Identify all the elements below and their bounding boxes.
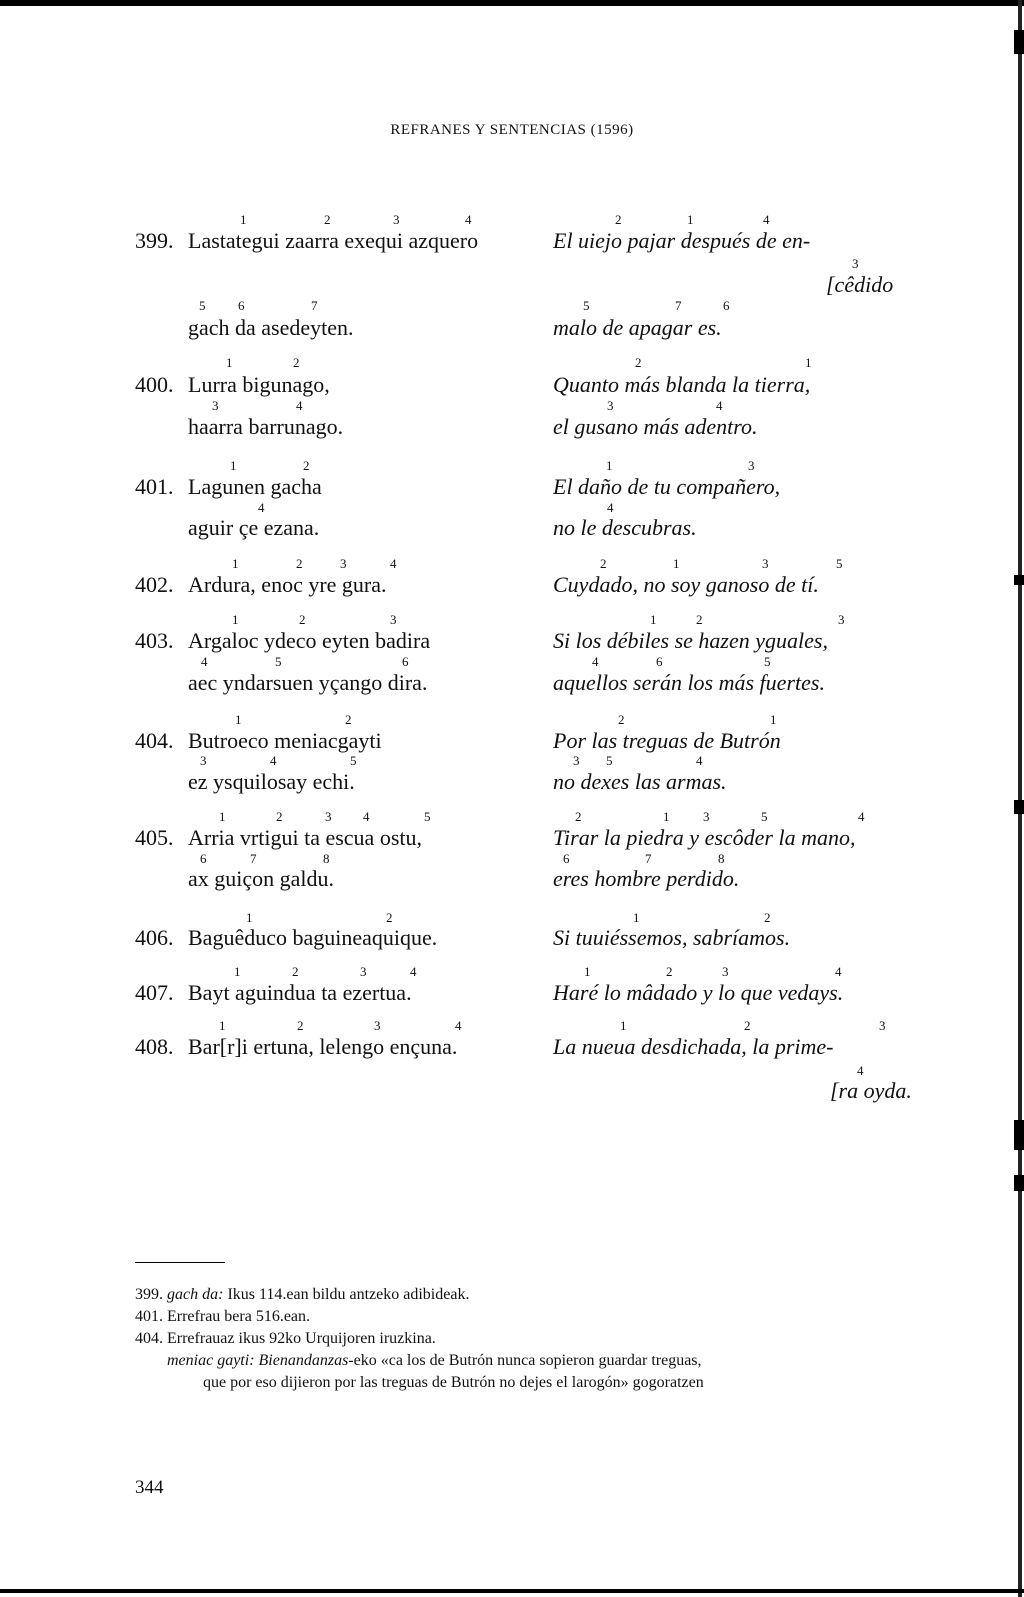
footnote-ref: 399. bbox=[135, 1286, 163, 1303]
spanish-line: Tirar la piedra y escôder la mano, bbox=[553, 825, 856, 850]
footnote-404 bbox=[135, 1330, 436, 1348]
entry-number: 407. bbox=[135, 980, 174, 1005]
entry-number: 402. bbox=[135, 572, 174, 597]
footnote-text: Ikus 114.ean bildu antzeko adibideak. bbox=[227, 1286, 470, 1303]
basque-line: Lastategui zaarra exequi azquero bbox=[188, 228, 479, 253]
edge-mark bbox=[1014, 1175, 1024, 1191]
spanish-line: Cuydado, no soy ganoso de tí. bbox=[553, 572, 819, 597]
basque-line: Lagunen gacha bbox=[188, 474, 322, 499]
footnote-text: -eko «ca los de Butrón nunca sopieron guardar treguas, bbox=[348, 1352, 702, 1369]
footnote-text: Errefrau bera 516.ean. bbox=[167, 1308, 311, 1325]
spanish-line: [cêdido bbox=[826, 272, 894, 297]
entry-number: 408. bbox=[135, 1034, 174, 1059]
basque-line: aec yndarsuen yçango dira. bbox=[188, 670, 428, 695]
entry-number: 406. bbox=[135, 925, 174, 950]
spanish-line: El uiejo pajar después de en- bbox=[553, 228, 811, 253]
basque-line: Argaloc ydeco eyten badira bbox=[188, 628, 431, 653]
entry-number: 404. bbox=[135, 728, 174, 753]
basque-line: Bayt aguindua ta ezertua. bbox=[188, 980, 412, 1005]
basque-line: aguir çe ezana. bbox=[188, 515, 320, 540]
entry-number: 399. bbox=[135, 228, 174, 253]
edge-mark bbox=[1014, 1120, 1024, 1150]
right-edge bbox=[1018, 0, 1022, 1597]
basque-line: ez ysquilosay echi. bbox=[188, 769, 355, 794]
basque-line: haarra barrunago. bbox=[188, 414, 344, 439]
basque-line: gach da asedeyten. bbox=[188, 315, 354, 340]
entry-number: 400. bbox=[135, 372, 174, 397]
footnote-401 bbox=[135, 1308, 310, 1326]
edge-mark bbox=[1014, 575, 1024, 585]
footnote-404-continued bbox=[167, 1352, 702, 1370]
footnote-ref: 404. bbox=[135, 1330, 163, 1347]
spanish-line: no le descubras. bbox=[553, 515, 697, 540]
footnote-text: Errefrauaz ikus 92ko Urquijoren iruzkina. bbox=[167, 1330, 436, 1347]
running-head: REFRANES Y SENTENCIAS (1596) bbox=[390, 122, 634, 138]
basque-line: Lurra bigunago, bbox=[188, 372, 330, 397]
spanish-line: malo de apagar es. bbox=[553, 315, 722, 340]
spanish-line: Quanto más blanda la tierra, bbox=[553, 372, 811, 397]
spanish-line: La nueua desdichada, la prime- bbox=[553, 1034, 834, 1059]
basque-line: Bar[r]i ertuna, lelengo ençuna. bbox=[188, 1034, 458, 1059]
spanish-line: aquellos serán los más fuertes. bbox=[553, 670, 825, 695]
footnote-term: meniac gayti: Bienandanzas bbox=[167, 1352, 349, 1369]
spanish-line: el gusano más adentro. bbox=[553, 414, 758, 439]
entry-number: 401. bbox=[135, 474, 174, 499]
footnote-ref: 401. bbox=[135, 1308, 163, 1325]
footnote-404-continued bbox=[203, 1374, 704, 1392]
footnote-399 bbox=[135, 1286, 469, 1304]
entry-number: 405. bbox=[135, 825, 174, 850]
bottom-border bbox=[0, 1589, 1024, 1593]
footnote-term: gach da: bbox=[167, 1286, 224, 1303]
edge-mark bbox=[1014, 800, 1024, 814]
footnote-rule bbox=[135, 1262, 225, 1263]
spanish-line: Si tuuiéssemos, sabríamos. bbox=[553, 925, 791, 950]
basque-line: Arria vrtigui ta escua ostu, bbox=[188, 825, 422, 850]
basque-line: Ardura, enoc yre gura. bbox=[188, 572, 387, 597]
spanish-line: [ra oyda. bbox=[830, 1078, 912, 1103]
spanish-line: Por las treguas de Butrón bbox=[553, 728, 781, 753]
basque-line: Butroeco meniacgayti bbox=[188, 728, 382, 753]
spanish-line: eres hombre perdido. bbox=[553, 866, 740, 891]
basque-line: Baguêduco baguineaquique. bbox=[188, 925, 438, 950]
spanish-line: Haré lo mâdado y lo que vedays. bbox=[553, 980, 844, 1005]
basque-line: ax guiçon galdu. bbox=[188, 866, 335, 891]
page-number: 344 bbox=[135, 1477, 164, 1498]
spanish-line: El daño de tu compañero, bbox=[553, 474, 781, 499]
footnote-text: que por eso dijieron por las treguas de Butrón no dejes el larogón» gogoratzen bbox=[203, 1374, 704, 1391]
top-border bbox=[0, 0, 1024, 6]
spanish-line: Si los débiles se hazen yguales, bbox=[553, 628, 828, 653]
edge-mark bbox=[1014, 30, 1024, 54]
spanish-line: no dexes las armas. bbox=[553, 769, 727, 794]
entry-number: 403. bbox=[135, 628, 174, 653]
